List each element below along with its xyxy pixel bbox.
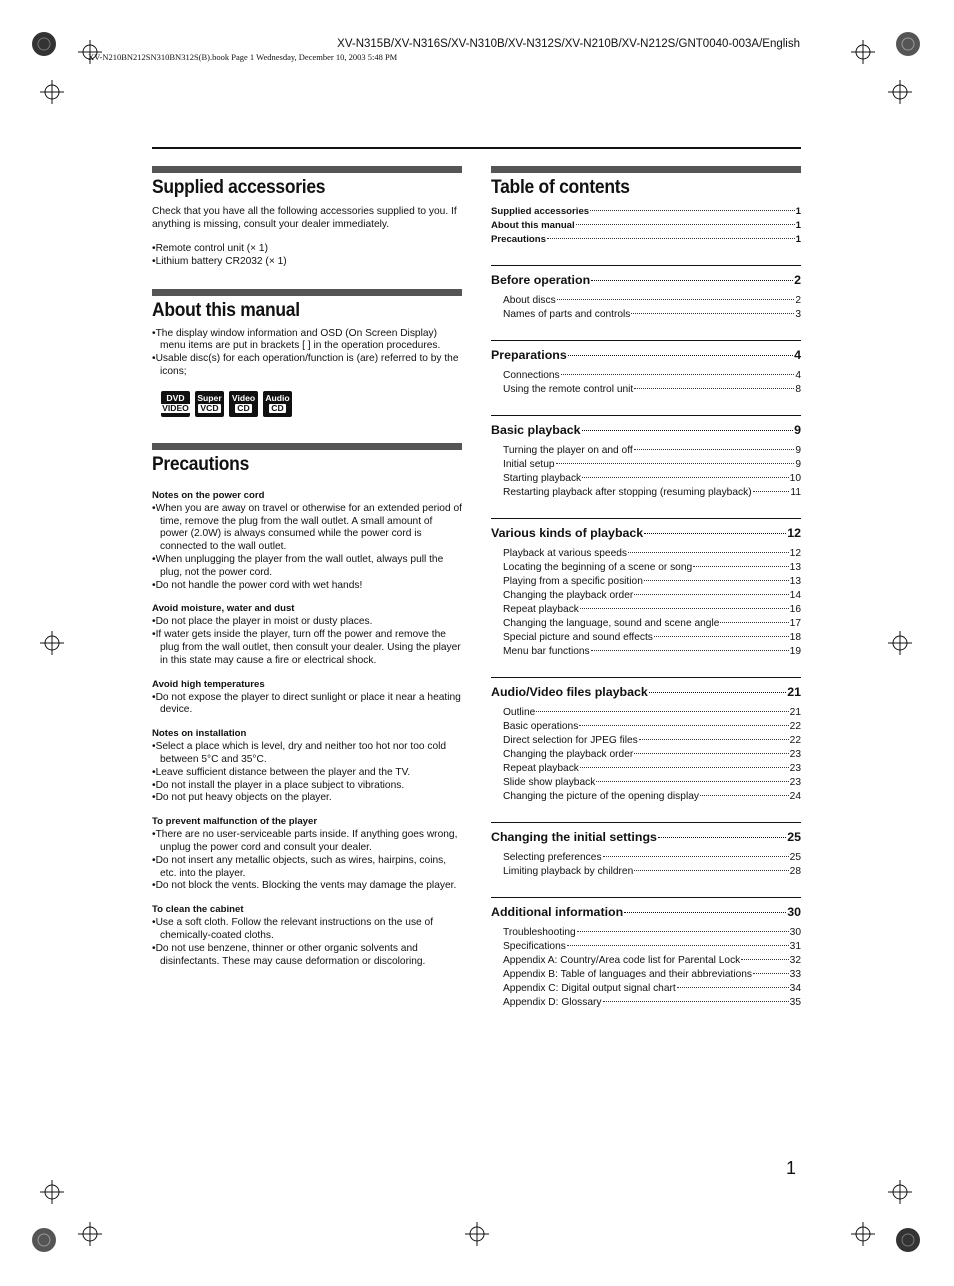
toc-entry-label: Outline (503, 707, 536, 718)
toc-entry[interactable] (503, 444, 801, 458)
toc-entry-page: 24 (789, 791, 801, 802)
toc-entry-label: Appendix C: Digital output signal chart (503, 983, 676, 994)
dot-leader (634, 753, 788, 754)
toc-entry-label: Repeat playback (503, 763, 579, 774)
toc-entry[interactable] (503, 954, 801, 968)
toc-entry-page: 23 (789, 777, 801, 788)
toc-entry-page: 13 (789, 576, 801, 587)
toc-entry-page: 16 (789, 604, 801, 615)
toc-entry[interactable] (491, 219, 801, 233)
dot-leader (591, 280, 793, 281)
toc-title: Table of contents (491, 177, 630, 198)
toc-entry[interactable] (503, 940, 801, 954)
dot-leader (634, 870, 788, 871)
toc-entry[interactable] (503, 589, 801, 603)
subheading: Avoid moisture, water and dust (152, 603, 295, 615)
toc-chapter-entry[interactable] (491, 684, 801, 700)
toc-entry[interactable] (503, 762, 801, 776)
toc-entry[interactable] (503, 790, 801, 804)
precaution-list (152, 917, 462, 968)
toc-group-items (491, 294, 801, 322)
list-item: • Use a soft cloth. Follow the relevant instructions on the use of chemically-coated cloths. (152, 917, 462, 943)
about-manual-section (152, 289, 462, 417)
list-item: • Do not put heavy objects on the player. (152, 792, 462, 805)
toc-entry-page: 18 (789, 632, 801, 643)
list-item: • Select a place which is level, dry and neither too hot nor too cold between 5°C and 35°C. (152, 741, 462, 767)
dot-leader (582, 477, 789, 478)
toc-entry[interactable] (503, 472, 801, 486)
dot-leader (590, 210, 795, 211)
dot-leader (567, 945, 789, 946)
super-vcd-icon: Super VCD (195, 391, 224, 417)
audio-cd-icon: Audio CD (263, 391, 292, 417)
toc-entry-page: 22 (789, 721, 801, 732)
toc-entry-label: Preparations (491, 348, 567, 362)
toc-chapter-entry[interactable] (491, 347, 801, 363)
toc-entry[interactable] (491, 205, 801, 219)
supplied-accessories-section (152, 166, 462, 269)
toc-entry-label: Limiting playback by children (503, 866, 634, 877)
toc-entry-label: Initial setup (503, 459, 555, 470)
toc-group (491, 415, 801, 500)
dot-leader (556, 463, 795, 464)
toc-entry[interactable] (503, 720, 801, 734)
accessory-list (152, 243, 462, 269)
toc-entry-page: 1 (795, 234, 801, 245)
dvd-video-icon: DVD VIDEO (161, 391, 190, 417)
dot-leader (568, 355, 793, 356)
crosshair-icon (40, 631, 64, 655)
toc-group (491, 518, 801, 659)
dot-leader (580, 608, 789, 609)
dot-leader (700, 795, 789, 796)
dot-leader (624, 912, 786, 913)
dot-leader (580, 767, 789, 768)
dot-leader (582, 430, 794, 431)
toc-entry-label: Changing the playback order (503, 590, 634, 601)
list-item: • The display window information and OSD (On Screen Display) menu items are put in brackets [ ] in the operation procedures. (152, 328, 462, 354)
subheading: To clean the cabinet (152, 904, 244, 916)
toc-entry-page: 19 (789, 646, 801, 657)
toc-entry[interactable] (503, 486, 801, 500)
crosshair-icon (851, 1222, 875, 1246)
toc-entry-label: Specifications (503, 941, 566, 952)
toc-entry-label: Appendix B: Table of languages and their abbreviations (503, 969, 753, 980)
registration-dot-icon (30, 1226, 58, 1254)
toc-entry[interactable] (503, 458, 801, 472)
toc-entry[interactable] (503, 748, 801, 762)
toc-entry-page: 12 (787, 526, 801, 540)
dot-leader (634, 594, 788, 595)
dot-leader (654, 636, 789, 637)
toc-entry-label: Playback at various speeds (503, 548, 628, 559)
dot-leader (741, 959, 788, 960)
dot-leader (658, 837, 786, 838)
dot-leader (577, 931, 789, 932)
toc-entry-page: 30 (787, 905, 801, 919)
precaution-list (152, 692, 462, 718)
toc-group-items (491, 706, 801, 804)
toc-entry[interactable] (503, 865, 801, 879)
toc-entry-page: 32 (789, 955, 801, 966)
toc-entry-page: 3 (795, 309, 801, 320)
list-item: • When unplugging the player from the wall outlet, always pull the plug, not the power cord. (152, 554, 462, 580)
list-item: • Do not insert any metallic objects, such as wires, hairpins, coins, etc. into the player. (152, 855, 462, 881)
list-item: • Usable disc(s) for each operation/function is (are) referred to by the icons; (152, 353, 462, 379)
precaution-list (152, 741, 462, 805)
toc-entry-page: 9 (795, 459, 801, 470)
toc-group-heading (491, 897, 801, 920)
toc-entry-label: Connections (503, 370, 560, 381)
dot-leader (720, 622, 788, 623)
toc-entry-page: 17 (789, 618, 801, 629)
precaution-list (152, 503, 462, 593)
toc-entry[interactable] (503, 706, 801, 720)
toc-entry-page: 4 (794, 348, 801, 362)
toc-entry-page: 23 (789, 749, 801, 760)
crosshair-icon (465, 1222, 489, 1246)
model-line: XV-N315B/XV-N316S/XV-N310B/XV-N312S/XV-N210B/XV-N212S/GNT0040-003A/English (337, 38, 800, 50)
left-column (152, 166, 462, 968)
toc-entry-page: 10 (789, 473, 801, 484)
dot-leader (576, 224, 795, 225)
intro-text: Check that you have all the following accessories supplied to you. If anything is missing, consult your dealer immediately. (152, 206, 457, 230)
toc-group (491, 340, 801, 397)
toc-entry-label: Appendix D: Glossary (503, 997, 602, 1008)
toc-main-entries (491, 205, 801, 247)
dot-leader (579, 725, 788, 726)
toc-entry-page: 1 (795, 206, 801, 217)
toc-entry-label: Changing the playback order (503, 749, 634, 760)
toc-entry-label: Slide show playback (503, 777, 596, 788)
toc-group-heading (491, 415, 801, 438)
dot-leader (753, 973, 789, 974)
precaution-list (152, 829, 462, 893)
crosshair-icon (851, 40, 875, 64)
toc-entry[interactable] (503, 734, 801, 748)
toc-entry-label: About this manual (491, 220, 575, 231)
toc-entry[interactable] (503, 851, 801, 865)
toc-entry-label: Names of parts and controls (503, 309, 631, 320)
toc-entry-page: 8 (795, 384, 801, 395)
precaution-list (152, 616, 462, 667)
crosshair-icon (78, 1222, 102, 1246)
toc-entry-page: 25 (789, 852, 801, 863)
toc-chapter-entry[interactable] (491, 829, 801, 845)
toc-entry-page: 14 (789, 590, 801, 601)
crosshair-icon (888, 80, 912, 104)
section-bar (491, 166, 801, 173)
toc-chapter-entry[interactable] (491, 422, 801, 438)
toc-entry-page: 23 (789, 763, 801, 774)
toc-chapter-entry[interactable] (491, 272, 801, 288)
toc-entry-page: 30 (789, 927, 801, 938)
list-item: • Do not expose the player to direct sunlight or place it near a heating device. (152, 692, 462, 718)
list-item: • Do not handle the power cord with wet hands! (152, 580, 462, 593)
toc-group (491, 677, 801, 804)
toc-entry-page: 34 (789, 983, 801, 994)
top-rule (152, 147, 801, 149)
toc-group (491, 822, 801, 879)
dot-leader (603, 856, 789, 857)
toc-entry[interactable] (503, 383, 801, 397)
section-bar (152, 166, 462, 173)
toc-entry-page: 11 (790, 487, 801, 498)
toc-entry[interactable] (503, 603, 801, 617)
toc-entry-label: Basic playback (491, 423, 581, 437)
toc-group (491, 265, 801, 322)
dot-leader (634, 388, 794, 389)
dot-leader (561, 374, 795, 375)
list-item: • Do not block the vents. Blocking the vents may damage the player. (152, 880, 462, 893)
dot-leader (536, 711, 788, 712)
list-item: • Do not use benzene, thinner or other organic solvents and disinfectants. These may cause deformation or discoloring. (152, 943, 462, 969)
toc-groups (491, 265, 801, 1010)
registration-dot-icon (894, 1226, 922, 1254)
toc-entry-label: Playing from a specific position (503, 576, 643, 587)
list-item: • If water gets inside the player, turn off the power and remove the plug from the wall outlet, then consult your dealer. Using the player in this state may cause a fire or electrical shock. (152, 629, 462, 667)
toc-chapter-entry[interactable] (491, 525, 801, 541)
toc-entry-label: Locating the beginning of a scene or song (503, 562, 693, 573)
book-line: XV-N210BN212SN310BN312S(B).book Page 1 Wednesday, December 10, 2003 5:48 PM (88, 52, 398, 62)
toc-entry[interactable] (503, 982, 801, 996)
crosshair-icon (40, 1180, 64, 1204)
subheading: Avoid high temperatures (152, 678, 265, 690)
dot-leader (547, 238, 795, 239)
toc-entry[interactable] (503, 308, 801, 322)
toc-group-items (491, 851, 801, 879)
toc-entry-page: 22 (789, 735, 801, 746)
toc-entry[interactable] (503, 575, 801, 589)
toc-group-items (491, 547, 801, 659)
toc-group-items (491, 444, 801, 500)
toc-entry-label: Appendix A: Country/Area code list for Parental Lock (503, 955, 741, 966)
dot-leader (753, 491, 790, 492)
dot-leader (677, 987, 789, 988)
section-title: Precautions (152, 453, 250, 475)
toc-entry[interactable] (503, 561, 801, 575)
about-list (152, 328, 462, 379)
toc-entry-label: About discs (503, 295, 556, 306)
list-item: • Do not place the player in moist or dusty places. (152, 616, 462, 629)
toc-chapter-entry[interactable] (491, 904, 801, 920)
list-item: • Remote control unit (× 1) (152, 243, 462, 256)
toc-entry-page: 12 (789, 548, 801, 559)
toc-group-heading (491, 822, 801, 845)
subheading: To prevent malfunction of the player (152, 816, 318, 828)
list-item: • Leave sufficient distance between the player and the TV. (152, 767, 462, 780)
toc-entry-label: Basic operations (503, 721, 579, 732)
toc-entry[interactable] (503, 926, 801, 940)
section-title: About this manual (152, 299, 300, 321)
registration-dot-icon (894, 30, 922, 58)
toc-entry[interactable] (503, 776, 801, 790)
crosshair-icon (888, 1180, 912, 1204)
dot-leader (603, 1001, 789, 1002)
toc-entry-label: Changing the picture of the opening display (503, 791, 699, 802)
toc-entry-label: Special picture and sound effects (503, 632, 653, 643)
toc-group-items (491, 926, 801, 1010)
section-title: Supplied accessories (152, 177, 326, 198)
list-item: • There are no user-serviceable parts inside. If anything goes wrong, unplug the power cord and consult your dealer. (152, 829, 462, 855)
toc-entry-label: Before operation (491, 273, 591, 287)
toc-entry-label: Using the remote control unit (503, 384, 634, 395)
dot-leader (649, 692, 786, 693)
toc-entry-label: Repeat playback (503, 604, 579, 615)
disc-icons (152, 391, 462, 417)
toc-entry-page: 31 (789, 941, 801, 952)
toc-group-items (491, 369, 801, 397)
dot-leader (591, 650, 789, 651)
dot-leader (693, 566, 788, 567)
dot-leader (628, 552, 789, 553)
toc-entry-label: Menu bar functions (503, 646, 590, 657)
toc-entry-label: Additional information (491, 905, 624, 919)
crosshair-icon (40, 80, 64, 104)
section-bar (152, 443, 462, 450)
toc-group-heading (491, 340, 801, 363)
page-number: 1 (786, 1158, 797, 1178)
toc-entry-label: Turning the player on and off (503, 445, 633, 456)
toc-entry-label: Starting playback (503, 473, 582, 484)
toc-entry[interactable] (503, 996, 801, 1010)
toc-entry-label: Various kinds of playback (491, 526, 644, 540)
toc-entry-label: Precautions (491, 234, 546, 245)
subheading: Notes on installation (152, 728, 247, 740)
precautions-section (152, 443, 462, 969)
toc-entry-label: Audio/Video files playback (491, 685, 648, 699)
toc-entry[interactable] (491, 233, 801, 247)
video-cd-icon: Video CD (229, 391, 258, 417)
toc-entry[interactable] (503, 645, 801, 659)
toc-group-heading (491, 265, 801, 288)
registration-dot-icon (30, 30, 58, 58)
toc-entry-page: 35 (789, 997, 801, 1008)
toc-group-heading (491, 518, 801, 541)
toc-entry[interactable] (503, 617, 801, 631)
toc-entry-page: 2 (795, 295, 801, 306)
toc-entry-page: 33 (789, 969, 801, 980)
toc-entry-page: 9 (795, 445, 801, 456)
toc-entry-label: Selecting preferences (503, 852, 602, 863)
crosshair-icon (888, 631, 912, 655)
dot-leader (596, 781, 788, 782)
toc-entry-page: 4 (795, 370, 801, 381)
list-item: • When you are away on travel or otherwise for an extended period of time, remove the plug from the wall outlet. A small amount of power (2.0W) is always consumed while the power cord is connected to the wall outlet. (152, 503, 462, 554)
toc-entry-label: Restarting playback after stopping (resuming playback) (503, 487, 752, 498)
toc-entry-label: Changing the initial settings (491, 830, 657, 844)
toc-entry[interactable] (503, 547, 801, 561)
toc-entry-page: 13 (789, 562, 801, 573)
toc-group (491, 897, 801, 1010)
list-item: • Lithium battery CR2032 (× 1) (152, 256, 462, 269)
toc-entry[interactable] (503, 968, 801, 982)
toc-entry-page: 25 (787, 830, 801, 844)
dot-leader (557, 299, 795, 300)
toc-entry-page: 28 (789, 866, 801, 877)
dot-leader (644, 580, 789, 581)
dot-leader (639, 739, 789, 740)
toc-entry-label: Troubleshooting (503, 927, 576, 938)
section-bar (152, 289, 462, 296)
toc-entry-page: 1 (795, 220, 801, 231)
toc-entry[interactable] (503, 631, 801, 645)
toc-entry-page: 21 (787, 685, 801, 699)
toc-entry[interactable] (503, 294, 801, 308)
toc-entry-page: 9 (794, 423, 801, 437)
toc-column (491, 166, 801, 1010)
toc-entry-label: Changing the language, sound and scene angle (503, 618, 720, 629)
dot-leader (634, 449, 795, 450)
dot-leader (644, 533, 786, 534)
toc-entry[interactable] (503, 369, 801, 383)
subheading: Notes on the power cord (152, 489, 265, 501)
toc-entry-label: Direct selection for JPEG files (503, 735, 638, 746)
toc-group-heading (491, 677, 801, 700)
toc-entry-page: 21 (789, 707, 801, 718)
toc-entry-page: 2 (794, 273, 801, 287)
dot-leader (631, 313, 794, 314)
toc-entry-label: Supplied accessories (491, 206, 590, 217)
list-item: • Do not install the player in a place subject to vibrations. (152, 780, 462, 793)
crosshair-icon (78, 40, 102, 64)
